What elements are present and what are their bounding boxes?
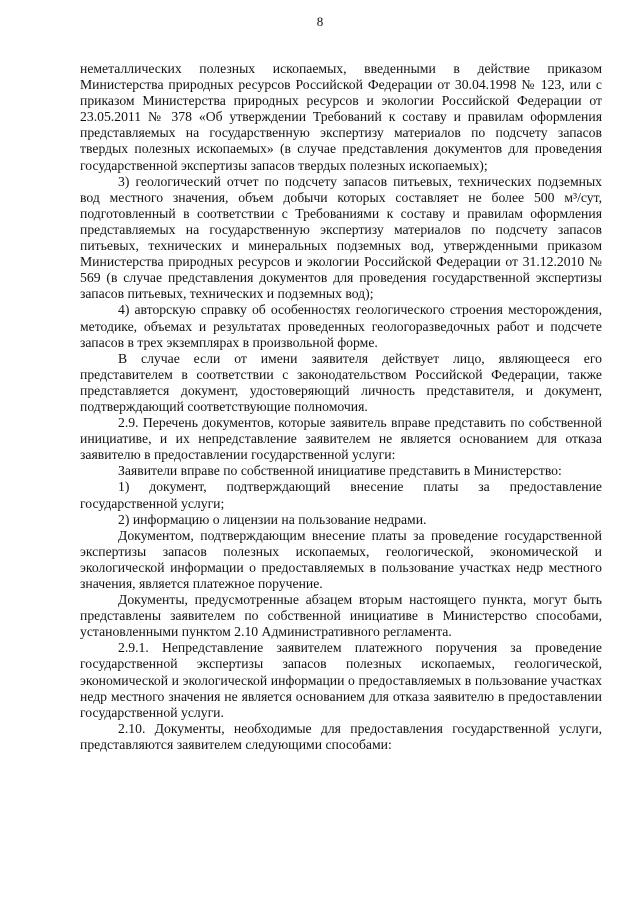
paragraph-2-9-heading: 2.9. Перечень документов, которые заявитель вправе представить по собственной инициативе, и их непредставление заявителем не является основанием для отказа заявителю в предоставлении государственной услуги:: [80, 415, 602, 463]
paragraph-item-4-author-note: 4) авторскую справку об особенностях геологического строения месторождения, методике, объемах и результатах проведенных геологоразведочных работ и подсчете запасов в трех экземплярах в произвольной форме.: [80, 302, 602, 350]
paragraph-representative: В случае если от имени заявителя действует лицо, являющееся его представителем в соответствии с законодательством Российской Федерации, также представляется документ, удостоверяющий личность представителя, и документ, подтверждающий соответствующие полномочия.: [80, 350, 602, 414]
paragraph-item-1-payment: 1) документ, подтверждающий внесение платы за предоставление государственной услуги;: [80, 479, 602, 511]
paragraph-documents-methods: Документы, предусмотренные абзацем вторым настоящего пункта, могут быть представлены заявителем по собственной инициативе в Министерство способами, установленными пунктом 2.10 Административного регламента.: [80, 592, 602, 640]
paragraph-applicants-may-submit: Заявители вправе по собственной инициативе представить в Министерство:: [118, 463, 562, 479]
paragraph-mineral-requirements: неметаллических полезных ископаемых, введенными в действие приказом Министерства природных ресурсов Российской Федерации от 30.04.1998 № 123, или с приказом Министерства природных ресурсов и экологии Российской Федерации от 23.05.2011 № 378 «Об утверждении Требований к составу и правилам оформления представляемых на государственную экспертизу материалов по подсчету запасов твердых полезных ископаемых» (в случае представления документов для проведения государственной экспертизы запасов твердых полезных ископаемых);: [80, 61, 602, 173]
paragraph-2-9-1: 2.9.1. Непредставление заявителем платежного поручения за проведение государственной экспертизы запасов полезных ископаемых, геологической, экономической и экологической информации о предоставляемых в пользование участках недр местного значения не является основанием для отказа заявителю в предоставлении государственной услуги.: [80, 640, 602, 720]
paragraph-payment-order: Документом, подтверждающим внесение платы за проведение государственной экспертизы запасов полезных ископаемых, геологической, экономической и экологической информации о предоставляемых в пользование участках недр местного значения, является платежное поручение.: [80, 527, 602, 591]
paragraph-item-2-license: 2) информацию о лицензии на пользование недрами.: [118, 511, 427, 527]
paragraph-item-3-water-report: 3) геологический отчет по подсчету запасов питьевых, технических подземных вод местного значения, объем добычи которых составляет не более 500 м³/сут, подготовленный в соответствии с Требованиями к составу и правилам оформления представляемых на государственную экспертизу материалов по подсчету запасов питьевых, технических и минеральных подземных вод, утвержденными приказом Министерства природных ресурсов и экологии Российской Федерации от 31.12.2010 № 569 (в случае представления документов для проведения государственной экспертизы запасов питьевых, технических и подземных вод);: [80, 173, 602, 302]
paragraph-2-10: 2.10. Документы, необходимые для предоставления государственной услуги, представляются заявителем следующими способами:: [80, 720, 602, 752]
page-number: 8: [316, 14, 324, 29]
document-body: [80, 61, 602, 753]
